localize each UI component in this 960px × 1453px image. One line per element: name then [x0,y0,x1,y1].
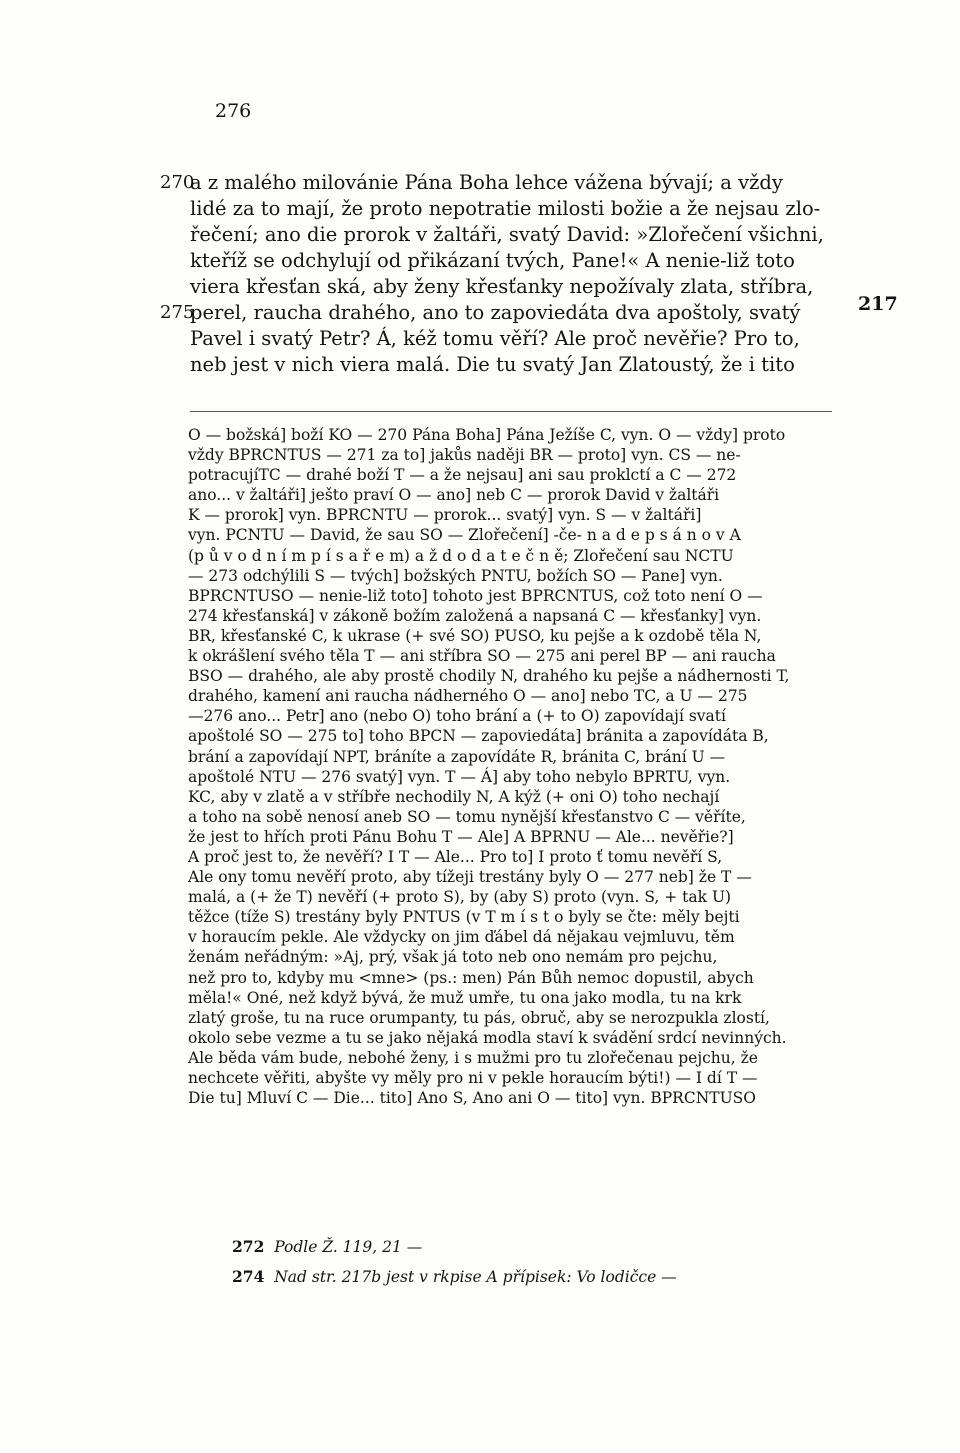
apparatus-line: Die tu] Mluví C — Die... tito] Ano S, Ano ani O — tito] vyn. BPRCNTUSO [188,1089,756,1108]
line-text: řečení; ano die prorok v žaltáři, svatý David: »Zlořečení všichni, [190,223,824,246]
apparatus-line: BPRCNTUSO — nenie-liž toto] tohoto jest BPRCNTUS, což toto není O — [188,586,763,605]
footnote [232,1262,677,1292]
apparatus-line: že jest to hřích proti Pánu Bohu T — Ale] A BPRNU — Ale... nevěřie?] [188,827,734,846]
apparatus-line: ženám neřádným: »Aj, prý, však já toto neb ono nemám pro pejchu, [188,948,718,967]
main-text-line [190,326,830,352]
apparatus-line: 274 křesťanská] v zákoně božím založená a napsaná C — křesťanky] vyn. [188,606,762,625]
critical-apparatus [188,425,832,1108]
line-text: perel, raucha drahého, ano to zapoviedáta dva apoštoly, svatý [190,301,801,324]
apparatus-line: v horaucím pekle. Ale vždycky on jim ďábel dá nějakau vejmluvu, těm [188,928,735,947]
apparatus-line: BSO — drahého, ale aby prostě chodily N, drahého ku pejše a nádhernosti T, [188,667,790,686]
apparatus-divider [190,411,832,412]
apparatus-line: A proč jest to, že nevěří? I T — Ale... Pro to] I proto ť tomu nevěří S, [188,847,723,866]
apparatus-line: apoštolé SO — 275 to] toho BPCN — zapoviedáta] bránita a zapovídáta B, [188,727,769,746]
footnote-text: Podle Ž. 119, 21 — [274,1238,423,1256]
apparatus-line: (p ů v o d n í m p í s a ř e m) a ž d o d a t e č n ě; Zlořečení sau NCTU [188,546,734,565]
line-text: viera křesťan ská, aby ženy křesťanky nepožívaly zlata, stříbra, [190,275,814,298]
main-text-line [190,352,830,378]
footnote-number: 272 [232,1237,265,1256]
apparatus-line: nechcete věřiti, abyšte vy měly pro ni v pekle horaucím býti!) — I dí T — [188,1069,758,1087]
apparatus-line: Ale běda vám bude, nebohé ženy, i s mužmi pro tu zlořečenau pejchu, že [188,1048,758,1067]
apparatus-line: — 273 odchýlili S — tvých] božských PNTU, božích SO — Pane] vyn. [188,566,723,585]
apparatus-line: těžce (tíže S) trestány byly PNTUS (v T m í s t o byly se čte: měly bejti [188,908,740,927]
line-text: kteříž se odchylují od přikázaní tvých, Pane!« A nenie-liž toto [190,249,795,272]
apparatus-line: okolo sebe vezme a tu se jako nějaká modla staví k svádění srdcí nevinných. [188,1028,787,1047]
apparatus-line: k okrášlení svého těla T — ani stříbra SO — 275 ani perel BP — ani raucha [188,647,776,666]
apparatus-line: malá, a (+ že T) nevěří (+ proto S), by (aby S) proto (vyn. S, + tak U) [188,888,732,907]
main-text-line [190,248,830,274]
apparatus-line: apoštolé NTU — 276 svatý] vyn. T — Á] aby toho nebylo BPRTU, vyn. [188,767,731,786]
apparatus-line: KC, aby v zlatě a v stříbře nechodily N, A kýž (+ oni O) toho nechají [188,787,720,806]
line-text: a z malého milovánie Pána Boha lehce vážena bývají; a vždy [190,171,783,194]
footnote-number: 274 [232,1267,265,1286]
apparatus-line: měla!« Oné, než když bývá, že muž umře, tu ona jako modla, tu na krk [188,988,742,1007]
margin-page-reference: 217 [858,293,898,315]
line-number: 275 [160,302,195,323]
apparatus-line: BR, křesťanské C, k ukrase (+ své SO) PUSO, ku pejše a k ozdobě těla N, [188,626,762,645]
apparatus-line: než pro to, kdyby mu <mne> (ps.: men) Pán Bůh nemoc dopustil, abych [188,968,754,987]
apparatus-line: K — prorok] vyn. BPRCNTU — prorok... svatý] vyn. S — v žaltáři] [188,506,702,525]
footnote [232,1232,677,1262]
footnotes [232,1232,677,1292]
apparatus-line: Ale ony tomu nevěří proto, aby tížeji trestány byly O — 277 neb] že T — [188,868,752,887]
main-text-line [160,170,830,196]
main-text-line [160,300,830,326]
main-text-line [190,274,830,300]
apparatus-line: vyn. PCNTU — David, že sau SO — Zlořečení] -če- n a d e p s á n o v A [188,526,741,545]
page-number: 276 [215,100,252,122]
line-text: neb jest v nich viera malá. Die tu svatý Jan Zlatoustý, že i tito [190,353,795,376]
apparatus-line: zlatý groše, tu na ruce orumpanty, tu pás, obruč, aby se nerozpukla zlostí, [188,1008,770,1027]
apparatus-line: potracujíTC — drahé boží T — a že nejsau] ani sau proklctí a C — 272 [188,466,737,485]
apparatus-line: —276 ano... Petr] ano (nebo O) toho brání a (+ to O) zapovídají svatí [188,707,726,726]
apparatus-line: ano... v žaltáři] ješto praví O — ano] neb C — prorok David v žaltáři [188,486,720,505]
main-text [160,170,830,378]
apparatus-line: O — božská] boží KO — 270 Pána Boha] Pána Ježíše C, vyn. O — vždy] proto [188,426,786,444]
apparatus-line: a toho na sobě nenosí aneb SO — tomu nynější křesťanstvo C — věříte, [188,807,746,826]
main-text-line [190,196,830,222]
line-number: 270 [160,172,195,193]
apparatus-line: vždy BPRCNTUS — 271 za to] jakůs naději BR — proto] vyn. CS — ne- [188,446,741,465]
footnote-text: Nad str. 217b jest v rkpise A přípisek: Vo lodičce — [274,1268,677,1286]
apparatus-line: brání a zapovídají NPT, bráníte a zapovídáte R, bránita C, brání U — [188,747,726,766]
line-text: Pavel i svatý Petr? Á, kéž tomu věří? Ale proč nevěřie? Pro to, [190,327,800,350]
apparatus-line: drahého, kamení ani raucha nádherného O — ano] nebo TC, a U — 275 [188,687,748,706]
line-text: lidé za to mají, že proto nepotratie milosti božie a že nejsau zlo- [190,197,821,220]
main-text-line [190,222,830,248]
